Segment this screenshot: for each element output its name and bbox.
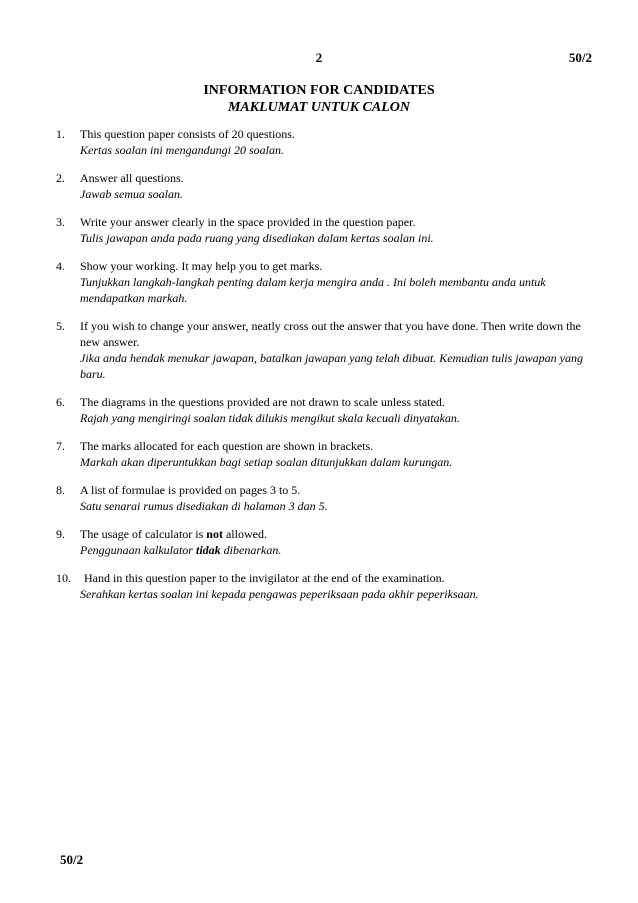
instruction-malay-part: Penggunaan kalkulator bbox=[80, 543, 196, 557]
instruction-number: 6. bbox=[56, 395, 65, 409]
title-malay: MAKLUMAT UNTUK CALON bbox=[227, 100, 411, 115]
page-number: 2 bbox=[315, 50, 323, 65]
instruction-english: The diagrams in the questions provided are not drawn to scale unless stated. bbox=[80, 395, 445, 409]
instruction-malay-part: dibenarkan. bbox=[220, 543, 282, 557]
instruction-english: If you wish to change your answer, neatly cross out the answer that you have done. Then write down the new answer. bbox=[80, 319, 581, 349]
instruction-number: 9. bbox=[56, 527, 65, 541]
instructions-list bbox=[56, 126, 584, 614]
instruction-english: Hand in this question paper to the invigilator at the end of the examination. bbox=[84, 571, 445, 585]
instruction-number: 5. bbox=[56, 319, 65, 333]
instruction-malay: Rajah yang mengiringi soalan tidak dilukis mengikut skala kecuali dinyatakan. bbox=[80, 411, 460, 425]
instruction-number: 2. bbox=[56, 171, 65, 185]
instruction-item bbox=[56, 170, 584, 202]
instruction-item bbox=[56, 214, 584, 246]
instruction-item bbox=[56, 258, 584, 306]
instruction-malay: Jika anda hendak menukar jawapan, batalkan jawapan yang telah dibuat. Kemudian tulis jawapan yang baru. bbox=[80, 351, 583, 381]
instruction-malay: Markah akan diperuntukkan bagi setiap soalan ditunjukkan dalam kurungan. bbox=[80, 455, 453, 469]
instruction-english: A list of formulae is provided on pages 3 to 5. bbox=[80, 483, 301, 497]
instruction-malay: Serahkan kertas soalan ini kepada pengawas peperiksaan pada akhir peperiksaan. bbox=[80, 587, 479, 601]
instruction-number: 8. bbox=[56, 483, 65, 497]
instruction-number: 10. bbox=[56, 571, 71, 585]
instruction-malay: Satu senarai rumus disediakan di halaman 3 dan 5. bbox=[80, 499, 328, 513]
instruction-item bbox=[56, 526, 584, 558]
instruction-english-part: allowed. bbox=[222, 527, 267, 541]
instruction-malay: Tulis jawapan anda pada ruang yang disediakan dalam kertas soalan ini. bbox=[80, 231, 434, 245]
instruction-english: This question paper consists of 20 questions. bbox=[80, 127, 295, 141]
instruction-item bbox=[56, 482, 584, 514]
instruction-item bbox=[56, 438, 584, 470]
instruction-number: 4. bbox=[56, 259, 65, 273]
instruction-malay bbox=[80, 542, 584, 558]
emphasis-tidak: tidak bbox=[195, 543, 221, 557]
instruction-english: Answer all questions. bbox=[80, 171, 184, 185]
instruction-number: 1. bbox=[56, 127, 65, 141]
instruction-number: 7. bbox=[56, 439, 65, 453]
paper-code-bottom: 50/2 bbox=[60, 852, 84, 867]
instruction-item bbox=[56, 126, 584, 158]
instruction-english-part: The usage of calculator is bbox=[80, 527, 207, 541]
emphasis-not: not bbox=[206, 527, 223, 541]
instruction-english bbox=[80, 526, 584, 542]
title-english: INFORMATION FOR CANDIDATES bbox=[203, 83, 435, 98]
paper-code-top: 50/2 bbox=[568, 50, 592, 65]
instruction-item bbox=[56, 394, 584, 426]
instruction-english: The marks allocated for each question are shown in brackets. bbox=[80, 439, 374, 453]
instruction-english: Write your answer clearly in the space provided in the question paper. bbox=[80, 215, 416, 229]
instruction-malay: Kertas soalan ini mengandungi 20 soalan. bbox=[80, 143, 285, 157]
instruction-item bbox=[56, 318, 584, 382]
instruction-number: 3. bbox=[56, 215, 65, 229]
instruction-item bbox=[56, 570, 584, 602]
instruction-malay: Jawab semua soalan. bbox=[80, 187, 183, 201]
page-title bbox=[0, 82, 638, 116]
instruction-english: Show your working. It may help you to get marks. bbox=[80, 259, 323, 273]
instruction-malay: Tunjukkan langkah-langkah penting dalam kerja mengira anda . Ini boleh membantu anda untuk mendapatkan markah. bbox=[80, 275, 546, 305]
